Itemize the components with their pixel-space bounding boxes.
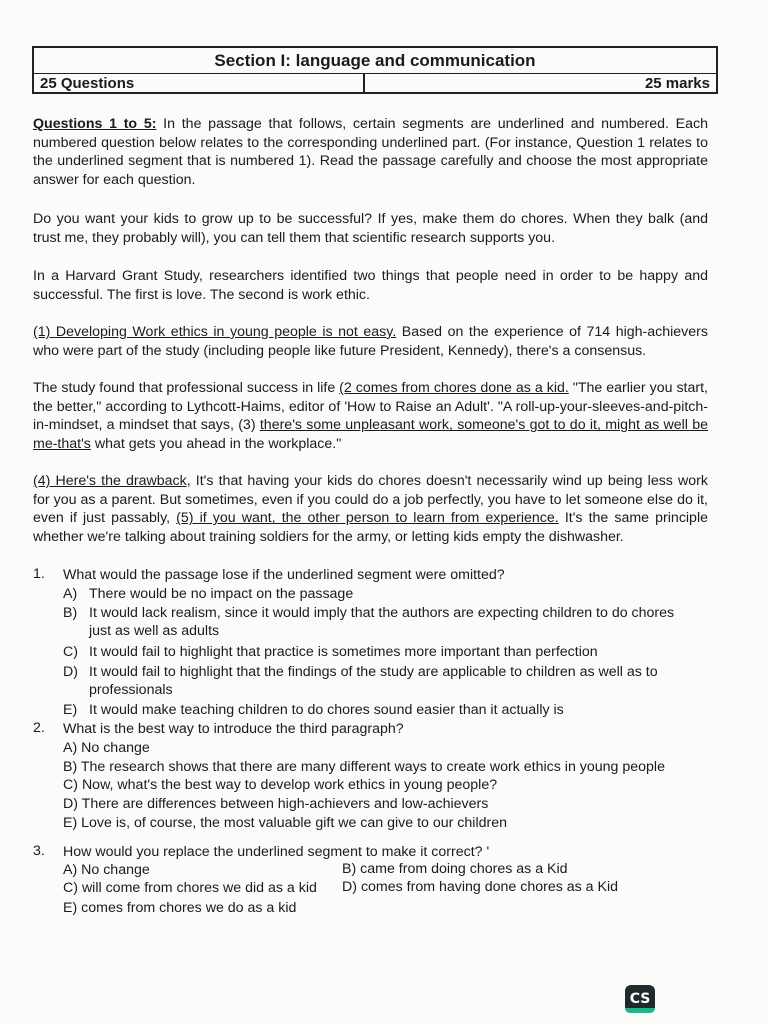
option-text: It would fail to highlight that the findings of the study are applicable to children as well as to — [89, 664, 658, 680]
option-text: No change — [81, 862, 150, 878]
option-text: It would make teaching children to do chores sound easier than it actually is — [89, 702, 564, 718]
question-2-option-a[interactable] — [63, 739, 708, 758]
option-text: will come from chores we did as a kid — [81, 880, 317, 896]
option-label: D) — [63, 664, 78, 680]
question-1-option-a[interactable] — [63, 585, 708, 604]
instructions-label: Questions 1 to 5: — [33, 116, 157, 132]
question-2-number: 2. — [33, 720, 45, 736]
instructions — [33, 115, 708, 190]
option-text: Love is, of course, the most valuable gift we can give to our children — [81, 815, 507, 831]
option-text: There are differences between high-achievers and low-achievers — [81, 796, 489, 812]
option-text: came from doing chores as a Kid — [360, 861, 568, 877]
underlined-segment-2: (2 comes from chores done as a kid. — [339, 380, 569, 396]
question-3-text: How would you replace the underlined segment to make it correct? ' — [63, 844, 490, 860]
paragraph-4-text-b: "The earlier you start, the better," according to Lythcott-Haims, editor of 'How to Raise an Adult'. "A roll-up-your-sleeves-and-pitch-in-mindset, a mindset that says, (3) — [33, 380, 708, 434]
question-1-option-e[interactable] — [63, 701, 708, 720]
option-label: B) — [342, 861, 357, 877]
option-label: B) — [63, 605, 78, 621]
question-3-number: 3. — [33, 843, 45, 859]
question-3-option-c[interactable] — [63, 879, 343, 898]
instructions-text: In the passage that follows, certain segments are underlined and numbered. Each numbered question below relates to the corresponding underlined part. (For instance, Question 1 relates to the underlined segment that is numbered 1). Read the passage carefully and choose the most appropriate answer for each question. — [33, 116, 709, 189]
option-label: A) — [63, 740, 78, 756]
question-1-option-d-continued: professionals — [89, 682, 173, 698]
option-text: No change — [81, 740, 150, 756]
underlined-segment-3: there's some unpleasant work, someone's got to do it, might as well be me-that's — [33, 417, 708, 453]
question-1-number: 1. — [33, 566, 45, 582]
question-1-option-b[interactable] — [63, 604, 708, 623]
option-label: A) — [63, 862, 78, 878]
paragraph-5-text-b: It's the same principle whether we're talking about training soldiers for the army, or letting kids empty the dishwasher. — [33, 510, 708, 546]
option-label: E) — [63, 815, 78, 831]
passage-paragraph-2: In a Harvard Grant Study, researchers identified two things that people need in order to be happy and successful. The first is love. The second is work ethic. — [33, 268, 708, 303]
option-label: D) — [63, 796, 78, 812]
question-1-option-c[interactable] — [63, 643, 708, 662]
question-1-text: What would the passage lose if the underlined segment were omitted? — [63, 567, 505, 583]
option-label: E) — [63, 900, 78, 916]
option-label: A) — [63, 586, 78, 602]
camscanner-logo: CS — [625, 985, 655, 1013]
header-info-row — [34, 73, 716, 94]
passage-paragraph-3 — [33, 323, 708, 360]
passage-paragraph-5 — [33, 472, 708, 547]
underlined-segment-5: (5) if you want, the other person to learn from experience. — [176, 510, 559, 527]
question-3-option-d[interactable] — [342, 878, 672, 897]
question-2-text: What is the best way to introduce the third paragraph? — [63, 721, 404, 737]
question-3-option-e[interactable] — [63, 899, 343, 918]
paragraph-5-text-a: It's that having your kids do chores doesn't necessarily wind up being less work for you as a parent. But sometimes, even if you could do a job perfectly, you have to let someone else do it, even if just passably, — [33, 473, 708, 527]
option-label: C) — [63, 777, 78, 793]
underlined-segment-1: (1) Developing Work ethics in young people is not easy. — [33, 324, 397, 340]
section-title: Section I: language and communication — [214, 51, 536, 70]
passage-paragraph-1: Do you want your kids to grow up to be successful? If yes, make them do chores. When they balk (and trust me, they probably will), you can tell them that scientific research supports you. — [33, 211, 708, 246]
question-2-option-d[interactable] — [63, 795, 708, 814]
marks-total: 25 marks — [644, 75, 710, 92]
question-3-option-b[interactable] — [342, 860, 672, 879]
option-text: It would lack realism, since it would imply that the authors are expecting children to do chores — [89, 605, 675, 621]
option-text: Now, what's the best way to develop work ethics in young people? — [81, 777, 498, 793]
option-text: The research shows that there are many different ways to create work ethics in young people — [80, 759, 665, 775]
section-header — [32, 46, 718, 94]
question-1-option-b-continued: just as well as adults — [89, 623, 220, 639]
question-3-option-a[interactable] — [63, 861, 323, 880]
passage-paragraph-4 — [33, 379, 708, 454]
paragraph-3-text: Based on the experience of 714 high-achievers who were part of the study (including people like future President, Kennedy), there's a consensus. — [33, 324, 708, 359]
option-text: There would be no impact on the passage — [89, 586, 354, 602]
option-label: C) — [63, 644, 78, 660]
option-label: C) — [63, 880, 78, 896]
questions-count: 25 Questions — [40, 75, 135, 92]
header-divider — [363, 74, 365, 93]
option-text: comes from having done chores as a Kid — [360, 879, 619, 895]
option-label: E) — [63, 702, 78, 718]
question-2-option-b[interactable] — [63, 758, 708, 777]
option-text: comes from chores we do as a kid — [81, 900, 297, 916]
option-text: It would fail to highlight that practice is sometimes more important than perfection — [89, 644, 598, 660]
question-2-option-c[interactable] — [63, 776, 708, 795]
question-1-option-d[interactable] — [63, 663, 708, 682]
underlined-segment-4: (4) Here's the drawback, — [33, 473, 191, 489]
option-label: B) — [63, 759, 78, 775]
question-2-option-e[interactable] — [63, 814, 708, 833]
option-label: D) — [342, 879, 357, 895]
paragraph-4-text-c: what gets you ahead in the workplace." — [90, 436, 342, 453]
paragraph-4-text-a: The study found that professional success in life — [33, 380, 340, 396]
